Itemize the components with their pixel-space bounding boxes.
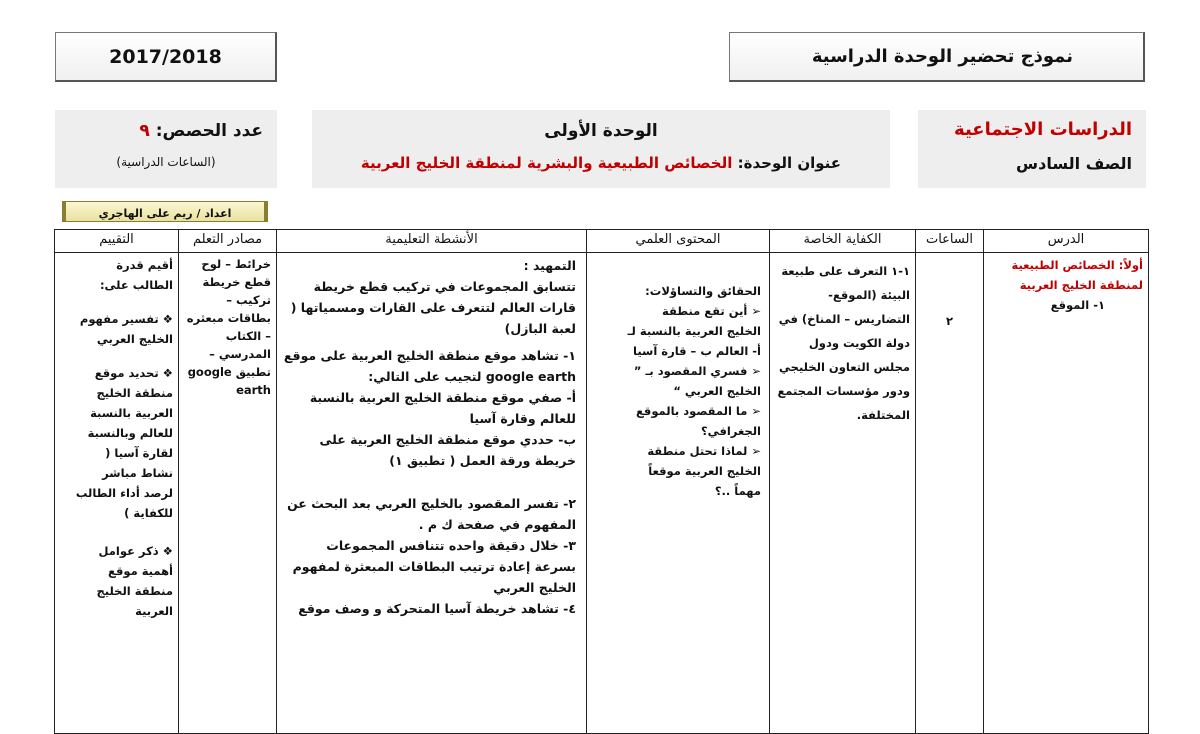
content-options: أ- العالم ب – قارة آسيا: [633, 344, 761, 358]
academic-year: 2017/2018: [109, 45, 222, 68]
activity-subitem: ب- حددي موقع منطقة الخليج العربية على خريطة ورقة العمل ( تطبيق ١): [319, 432, 576, 468]
unit-title: الخصائص الطبيعية والبشرية لمنطقة الخليج العربية: [360, 154, 733, 172]
header-lesson: الدرس: [984, 230, 1149, 253]
table-header-row: [55, 230, 1149, 253]
assessment-heading: أقيم قدرة الطالب على:: [99, 258, 173, 292]
activity-subitem: أ- صفي موقع منطقة الخليج العربية بالنسبة للعالم وقارة آسيا: [309, 390, 576, 426]
periods-box: [55, 110, 277, 188]
content-question: ➢ أين تقع منطقة الخليج العربية بالنسبة لـ: [627, 301, 761, 341]
competency-line: دولة الكويت ودول: [808, 336, 910, 350]
lesson-cell: [984, 253, 1149, 734]
intro-text: تتسابق المجموعات في تركيب قطع خريطة قارات العالم لتتعرف على القارات ومسمياتها ( لعبة البازل): [290, 279, 576, 336]
activities-cell: [277, 253, 587, 734]
competency-line: البيئة (الموقع-: [828, 288, 910, 302]
year-box: [55, 32, 277, 82]
header-content: المحتوى العلمي: [587, 230, 770, 253]
competency-line: التضاريس – المناخ) في: [778, 312, 910, 326]
assessment-item: ❖ تفسير مفهوم الخليج العربي: [75, 309, 173, 349]
content-cell: [587, 253, 770, 734]
content-heading: الحقائق والتساؤلات:: [645, 284, 761, 298]
unit-name: الوحدة الأولى: [544, 121, 658, 141]
assessment-item: ❖ تحديد موقع منطقة الخليج العربية بالنسبة للعالم وبالنسبة لقارة آسيا ( نشاط مباشر لرصد أداء الطالب للكفاية ): [75, 363, 173, 523]
hours-cell: [916, 253, 984, 734]
intro-label: التمهيد :: [523, 258, 576, 273]
periods-line: [69, 116, 263, 146]
activity-item: ١- تشاهد موقع منطقة الخليج العربية على موقع google earth لتجيب على التالي:: [283, 348, 576, 384]
header-assessment: التقييم: [55, 230, 179, 253]
unit-title-line: [312, 146, 890, 180]
assessment-item: ❖ ذكر عوامل أهمية موقع منطقة الخليج العربية: [75, 541, 173, 621]
prepared-by: اعداد / ريم على الهاجري: [98, 207, 232, 220]
header-hours: الساعات: [916, 230, 984, 253]
activity-item: ٢- تفسر المقصود بالخليج العربي بعد البحث عن المفهوم في صفحة ك م .: [287, 496, 576, 532]
content-question: ➢ لماذا تحتل منطقة الخليج العربية موقعاً مهماً ..؟: [627, 441, 761, 501]
table-row: [55, 253, 1149, 734]
competency-line: المختلفة.: [856, 408, 910, 422]
unit-title-label: عنوان الوحدة:: [737, 154, 842, 172]
header-activities: الأنشطة التعليمية: [277, 230, 587, 253]
periods-count: ٩: [139, 121, 150, 141]
header-competency: الكفاية الخاصة: [770, 230, 916, 253]
form-title-box: [729, 32, 1145, 82]
resources-cell: [179, 253, 277, 734]
header-resources: مصادر التعلم: [179, 230, 277, 253]
competency-line: ١-١ التعرف على طبيعة: [781, 264, 910, 278]
grade-level: الصف السادس: [1016, 154, 1132, 173]
activity-item: ٣- خلال دقيقة واحده تتنافس المجموعات بسرعة إعادة ترتيب البطاقات المبعثرة لمفهوم الخليج العربي: [292, 538, 576, 595]
unit-box: [312, 110, 890, 188]
content-question: ➢ ما المقصود بالموقع الجغرافي؟: [627, 401, 761, 441]
competency-line: ودور مؤسسات المجتمع: [777, 384, 910, 398]
competency-line: مجلس التعاون الخليجي: [779, 360, 910, 374]
prepared-by-box: [62, 201, 268, 222]
lesson-plan-table: [54, 229, 1149, 734]
subject-name: الدراسات الاجتماعية: [954, 119, 1132, 140]
assessment-cell: [55, 253, 179, 734]
activity-item: ٤- تشاهد خريطة آسيا المتحركة و وصف موقع: [298, 601, 576, 616]
lesson-title: أولاً: الخصائص الطبيعية لمنطقة الخليج العربية: [1011, 258, 1143, 292]
periods-label: عدد الحصص:: [155, 121, 263, 141]
form-title: نموذج تحضير الوحدة الدراسية: [811, 46, 1073, 67]
lesson-item: ١- الموقع: [1050, 298, 1105, 312]
content-question: ➢ فسري المقصود بـ ” الخليج العربي “: [627, 361, 761, 401]
competency-cell: [770, 253, 916, 734]
periods-note: (الساعات الدراسية): [116, 155, 216, 169]
subject-box: [918, 110, 1146, 188]
hours-value: ٢: [945, 314, 954, 328]
resources-text: خرائط – لوح قطع خريطة تركيب – بطاقات مبعثره – الكتاب المدرسي – تطبيق google earth: [186, 257, 271, 397]
